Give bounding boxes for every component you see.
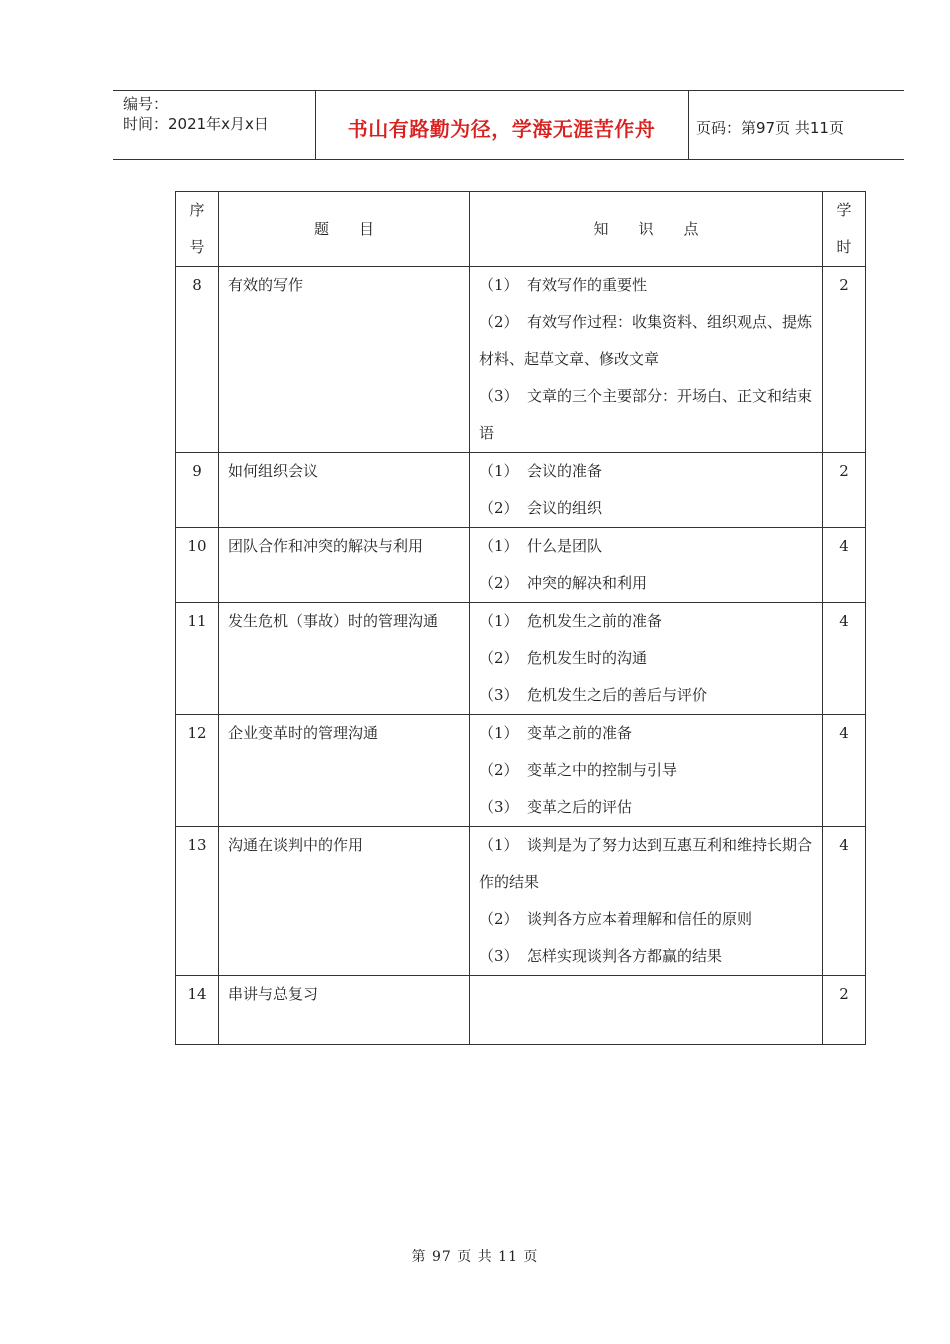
row-title: 有效的写作 xyxy=(219,267,470,453)
knowledge-point xyxy=(479,827,814,901)
row-hours: 2 xyxy=(823,453,866,528)
knowledge-point xyxy=(479,528,814,565)
header-motto-cell xyxy=(315,91,689,159)
knowledge-point-index: （1） xyxy=(479,724,519,742)
row-title: 团队合作和冲突的解决与利用 xyxy=(219,528,470,603)
knowledge-point xyxy=(479,490,814,527)
table-row xyxy=(176,976,866,1045)
row-number: 8 xyxy=(176,267,219,453)
date-label: 时间：2021年x月x日 xyxy=(123,115,269,133)
row-hours: 4 xyxy=(823,715,866,827)
col-header-num: 序 号 xyxy=(176,192,219,267)
row-number: 12 xyxy=(176,715,219,827)
row-hours: 2 xyxy=(823,976,866,1045)
row-hours: 4 xyxy=(823,827,866,976)
knowledge-point-text: 谈判各方应本着理解和信任的原则 xyxy=(527,910,753,928)
knowledge-point-text: 变革之后的评估 xyxy=(527,798,633,816)
knowledge-point-text: 会议的准备 xyxy=(527,462,603,480)
knowledge-point xyxy=(479,603,814,640)
knowledge-point-text: 变革之中的控制与引导 xyxy=(527,761,678,779)
knowledge-point-text: 危机发生之前的准备 xyxy=(527,612,663,630)
row-number: 9 xyxy=(176,453,219,528)
row-number: 13 xyxy=(176,827,219,976)
table-row xyxy=(176,827,866,976)
row-knowledge-points xyxy=(470,976,823,1045)
knowledge-point xyxy=(479,378,814,452)
knowledge-point xyxy=(479,565,814,602)
knowledge-point-index: （3） xyxy=(479,798,519,816)
knowledge-point xyxy=(479,789,814,826)
row-title: 如何组织会议 xyxy=(219,453,470,528)
knowledge-point-text: 会议的组织 xyxy=(527,499,603,517)
knowledge-point-index: （3） xyxy=(479,387,519,405)
knowledge-point xyxy=(479,938,814,975)
knowledge-point xyxy=(479,901,814,938)
row-knowledge-points xyxy=(470,827,823,976)
row-knowledge-points xyxy=(470,603,823,715)
col-header-hours: 学 时 xyxy=(823,192,866,267)
knowledge-point-index: （3） xyxy=(479,686,519,704)
knowledge-point-index: （2） xyxy=(479,761,519,779)
knowledge-point-index: （2） xyxy=(479,313,519,331)
knowledge-point-index: （1） xyxy=(479,836,519,854)
row-number: 10 xyxy=(176,528,219,603)
table-row xyxy=(176,267,866,453)
row-hours: 2 xyxy=(823,267,866,453)
row-number: 11 xyxy=(176,603,219,715)
knowledge-point-text: 什么是团队 xyxy=(527,537,603,555)
knowledge-point-index: （2） xyxy=(479,499,519,517)
row-title: 串讲与总复习 xyxy=(219,976,470,1045)
knowledge-point-text: 有效写作的重要性 xyxy=(527,276,648,294)
row-knowledge-points xyxy=(470,267,823,453)
knowledge-point-index: （2） xyxy=(479,574,519,592)
motto: 书山有路勤为径，学海无涯苦作舟 xyxy=(347,117,656,141)
knowledge-point-index: （1） xyxy=(479,276,519,294)
table-row xyxy=(176,603,866,715)
table-row xyxy=(176,453,866,528)
knowledge-point xyxy=(479,453,814,490)
knowledge-point-index: （1） xyxy=(479,462,519,480)
code-label: 编号： xyxy=(123,95,169,113)
row-hours: 4 xyxy=(823,528,866,603)
knowledge-point xyxy=(479,304,814,378)
page-header xyxy=(113,90,904,160)
knowledge-point-text: 谈判是为了努力达到互惠互利和维持长期合作的结果 xyxy=(479,836,813,891)
knowledge-point-index: （3） xyxy=(479,947,519,965)
knowledge-point xyxy=(479,640,814,677)
knowledge-point-index: （2） xyxy=(479,910,519,928)
table-header-row xyxy=(176,192,866,267)
header-meta-cell xyxy=(113,91,316,159)
knowledge-point-index: （1） xyxy=(479,612,519,630)
knowledge-point-index: （1） xyxy=(479,537,519,555)
row-knowledge-points xyxy=(470,715,823,827)
row-hours: 4 xyxy=(823,603,866,715)
knowledge-point-text: 变革之前的准备 xyxy=(527,724,633,742)
knowledge-point xyxy=(479,677,814,714)
row-knowledge-points xyxy=(470,528,823,603)
course-table xyxy=(175,191,866,1045)
knowledge-point-text: 有效写作过程：收集资料、组织观点、提炼材料、起草文章、修改文章 xyxy=(479,313,813,368)
page-footer: 第 97 页 共 11 页 xyxy=(411,1249,539,1265)
knowledge-point-text: 危机发生时的沟通 xyxy=(527,649,648,667)
knowledge-point xyxy=(479,267,814,304)
page-info: 页码：第97页 共11页 xyxy=(696,119,844,137)
row-knowledge-points xyxy=(470,453,823,528)
row-title: 沟通在谈判中的作用 xyxy=(219,827,470,976)
col-header-knowledge: 知 识 点 xyxy=(470,192,823,267)
knowledge-point-index: （2） xyxy=(479,649,519,667)
knowledge-point-text: 冲突的解决和利用 xyxy=(527,574,648,592)
header-page-cell xyxy=(688,91,904,159)
row-number: 14 xyxy=(176,976,219,1045)
knowledge-point-text: 危机发生之后的善后与评价 xyxy=(527,686,708,704)
knowledge-point-text: 怎样实现谈判各方都赢的结果 xyxy=(527,947,723,965)
row-title: 发生危机（事故）时的管理沟通 xyxy=(219,603,470,715)
knowledge-point xyxy=(479,752,814,789)
col-header-title: 题 目 xyxy=(219,192,470,267)
knowledge-point-text: 文章的三个主要部分：开场白、正文和结束语 xyxy=(479,387,813,442)
table-row xyxy=(176,528,866,603)
row-title: 企业变革时的管理沟通 xyxy=(219,715,470,827)
knowledge-point xyxy=(479,715,814,752)
table-row xyxy=(176,715,866,827)
